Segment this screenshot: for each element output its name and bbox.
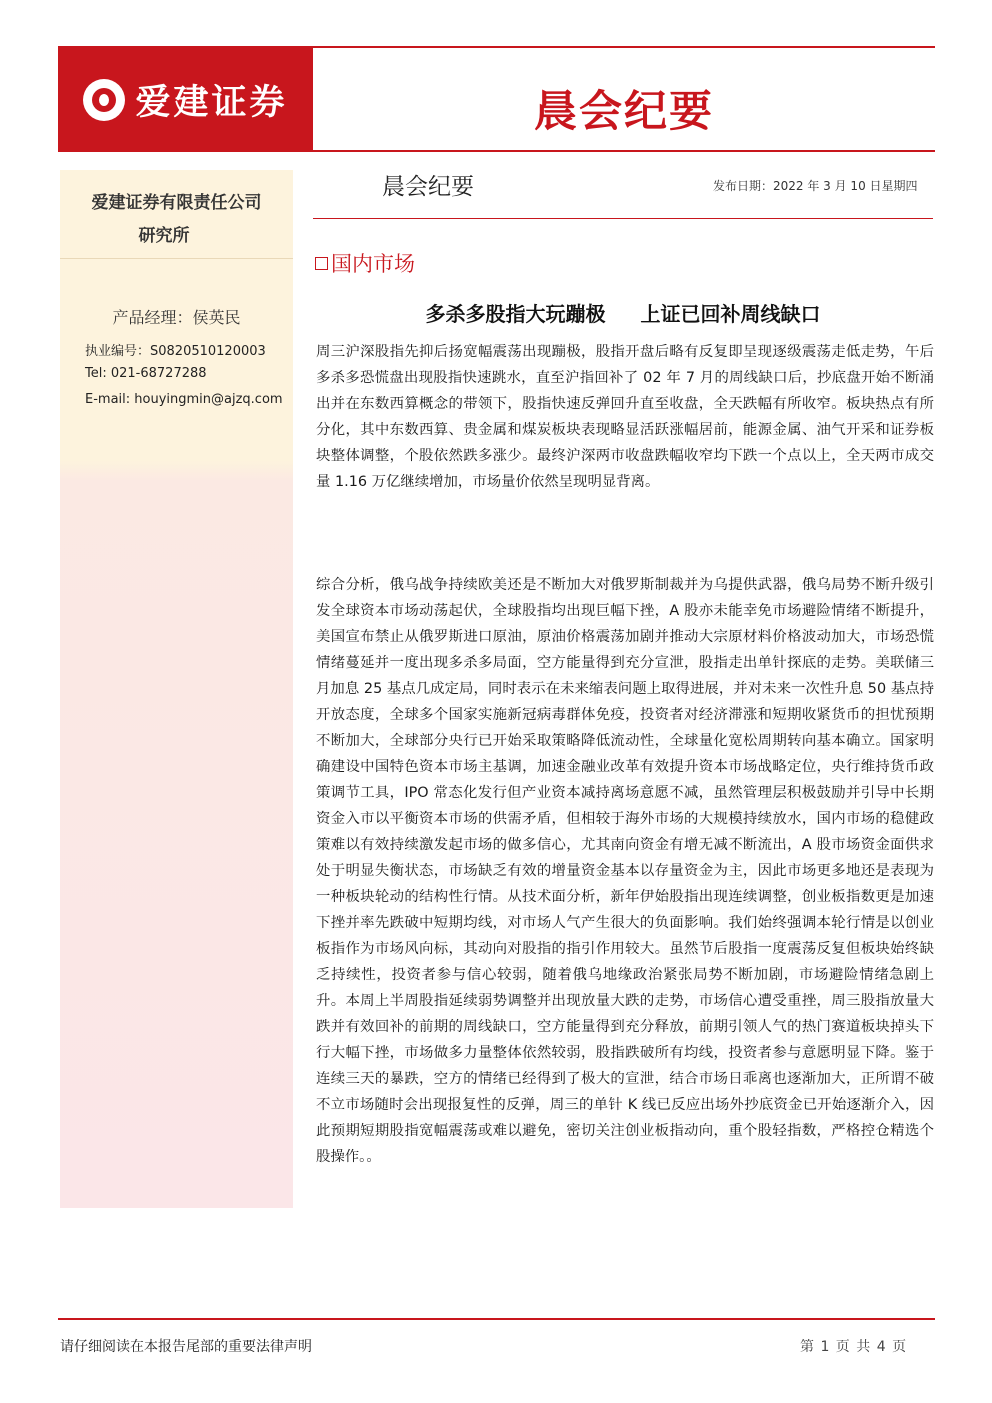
header-title: 晨会纪要 <box>534 87 714 137</box>
paragraph-market-summary: 周三沪深股指先抑后扬宽幅震荡出现蹦极，股指开盘后略有反复即呈现逐级震荡走低走势，午后多杀多恐慌盘出现股指快速跳水，直至沪指回补了 02 年 7 月的周线缺口后，抄底盘开始不断涌出并在东数西算概念的带领下，股指快速反弹回升直至收盘，全天跌幅有所收窄。板块热点有所分化，其中东数西算、贵金属和煤炭板块表现略显活跃涨幅居前，能源金属、油气开采和证券板块整体调整，个股依然跌多涨少。最终沪深两市收盘跌幅收窄均下跌一个点以上，全天两市成交量 1.16 万亿继续增加，市场量价依然呈现明显背离。 <box>316 344 934 490</box>
department-name: 研究所 <box>138 226 190 246</box>
product-manager: 产品经理：侯英民 <box>112 308 241 327</box>
sidebar <box>60 170 293 1208</box>
section-heading <box>315 248 415 278</box>
checkbox-icon <box>315 257 328 270</box>
telephone: Tel: 021-68727288 <box>85 366 207 381</box>
aijian-logo-icon <box>83 79 125 121</box>
license-number: 执业编号：S0820510120003 <box>85 344 266 359</box>
brand-logo <box>58 48 313 152</box>
title-rule <box>313 218 933 219</box>
page-number: 第 1 页 共 4 页 <box>800 1339 908 1355</box>
sidebar-divider <box>60 258 293 259</box>
header-rule <box>313 150 935 152</box>
publish-date: 发布日期：2022 年 3 月 10 日星期四 <box>713 179 918 193</box>
article-title: 多杀多股指大玩蹦极 上证已回补周线缺口 <box>425 302 821 326</box>
email-link[interactable]: E-mail: houyingmin@ajzq.com <box>85 392 283 407</box>
legal-notice: 请仔细阅读在本报告尾部的重要法律声明 <box>60 1339 312 1355</box>
section-label: 国内市场 <box>331 252 415 276</box>
doc-title: 晨会纪要 <box>382 174 474 200</box>
company-name: 爱建证券有限责任公司 <box>91 193 262 213</box>
paragraph-analysis: 综合分析，俄乌战争持续欧美还是不断加大对俄罗斯制裁并为乌提供武器，俄乌局势不断升级引发全球资本市场动荡起伏，全球股指均出现巨幅下挫，A 股亦未能幸免市场避险情绪不断提升，美国宣布禁止从俄罗斯进口原油，原油价格震荡加剧并推动大宗原材料价格波动加大，市场恐慌情绪蔓延并一度出现多杀多局面，空方能量得到充分宣泄，股指走出单针探底的走势。美联储三月加息 25 基点几成定局，同时表示在未来缩表问题上取得进展，并对未来一次性升息 50 基点持开放态度，全球多个国家实施新冠病毒群体免疫，投资者对经济滞涨和短期收紧货币的担忧预期不断加大，全球部分央行已开始采取策略降低流动性，全球量化宽松周期转向基本确立。国家明确建设中国特色资本市场主基调，加速金融业改革有效提升资本市场战略定位，央行维持货币政策调节工具，IPO 常态化发行但产业资本减持离场意愿不减，虽然管理层积极鼓励并引导中长期资金入市以平衡资本市场的供需矛盾，但相较于海外市场的大规模持续放水，国内市场的稳健政策难以有效持续激发起市场的做多信心，尤其南向资金有增无减不断流出，A 股市场资金面供求处于明显失衡状态，市场缺乏有效的增量资金基本以存量资金为主，因此市场更多地还是表现为一种板块轮动的结构性行情。从技术面分析，新年伊始股指出现连续调整，创业板指数更是加速下挫并率先跌破中短期均线，对市场人气产生很大的负面影响。我们始终强调本轮行情是以创业板指作为市场风向标，其动向对股指的指引作用较大。虽然节后股指一度震荡反复但板块始终缺乏持续性，投资者参与信心较弱，随着俄乌地缘政治紧张局势不断加剧，市场避险情绪急剧上升。本周上半周股指延续弱势调整并出现放量大跌的走势，市场信心遭受重挫，周三股指放量大跌并有效回补的前期的周线缺口，空方能量得到充分释放，前期引领人气的热门赛道板块掉头下行大幅下挫，市场做多力量整体依然较弱，股指跌破所有均线，投资者参与意愿明显下降。鉴于连续三天的暴跌，空方的情绪已经得到了极大的宣泄，结合市场日乖离也逐渐加大，正所谓不破不立市场随时会出现报复性的反弹，周三的单针 K 线已反应出场外抄底资金已开始逐渐介入，因此预期短期股指宽幅震荡或难以避免，密切关注创业板指动向，重个股轻指数，严格控仓精选个股操作。。 <box>316 577 934 1165</box>
footer-rule <box>58 1318 935 1320</box>
logo-text: 爱建证券 <box>135 82 288 123</box>
